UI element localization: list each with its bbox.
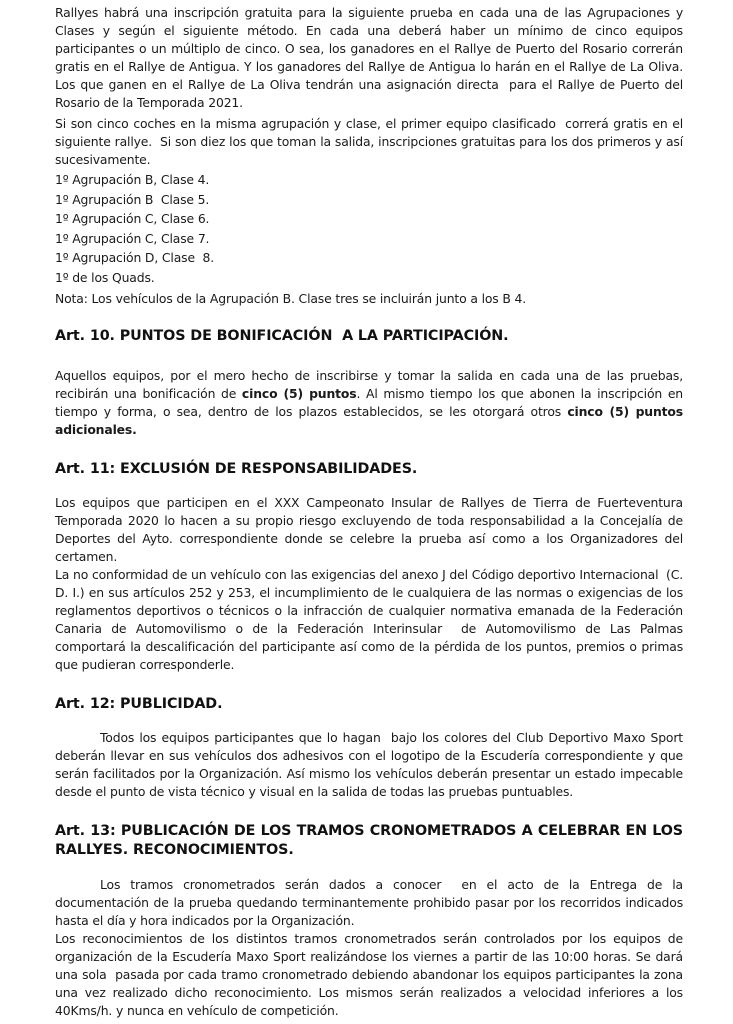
article-10-paragraph xyxy=(55,367,683,439)
article-11-heading: Art. 11: EXCLUSIÓN DE RESPONSABILIDADES. xyxy=(55,461,418,478)
article-10-text-b: . Al mismo tiempo los que abonen la inscripción en tiempo y forma, o sea, dentro de los plazos establecidos, se les otorgará otros xyxy=(55,386,683,420)
list-item: 1º Agrupación B, Clase 4. xyxy=(55,172,210,187)
article-11-paragraph-1: Los equipos que participen en el XXX Campeonato Insular de Rallyes de Tierra de Fuerteventura Temporada 2020 lo hacen a su propio riesgo excluyendo de toda responsabilidad a la Concejalía de Deportes del Ayto. correspondiente donde se celebre la prueba así como a los Organizadores del certamen. xyxy=(55,495,683,565)
article-10-heading: Art. 10. PUNTOS DE BONIFICACIÓN A LA PARTICIPACIÓN. xyxy=(55,328,509,345)
note-text: Nota: Los vehículos de la Agrupación B. Clase tres se incluirán junto a los B 4. xyxy=(55,290,527,306)
article-13-paragraph-1: Los tramos cronometrados serán dados a conocer en el acto de la Entrega de la documentación de la prueba quedando terminantemente prohibido pasar por los recorridos indicados hasta el día y hora indicados por la Organización. xyxy=(55,877,687,929)
list-item: 1º Agrupación B Clase 5. xyxy=(55,191,210,207)
document-page xyxy=(55,4,687,1020)
article-13-paragraph-2: Los reconocimientos de los distintos tramos cronometrados serán controlados por los equipos de organización de la Escudería Maxo Sport realizándose los viernes a partir de las 10:00 horas. Se dará una sola pasada por cada tramo cronometrado debiendo abandonar los equipos participantes la zona una vez realizado dicho reconocimiento. Los mismos serán realizados a velocidad inferiores a los 40Kms/h. y nunca en vehículo de competición. xyxy=(55,931,687,1019)
article-12-heading: Art. 12: PUBLICIDAD. xyxy=(55,696,223,713)
article-13-heading: Art. 13: PUBLICACIÓN DE LOS TRAMOS CRONOMETRADOS A CELEBRAR EN LOS RALLYES. RECONOCIMIENTOS. xyxy=(55,823,683,859)
list-item: 1º de los Quads. xyxy=(55,269,155,285)
article-10-text-a: Aquellos equipos, por el mero hecho de inscribirse y tomar la salida en cada una de las pruebas, recibirán una bonificación de xyxy=(55,368,683,402)
intro-paragraph-1: Rallyes habrá una inscripción gratuita para la siguiente prueba en cada una de las Agrupaciones y Clases y según el siguiente método. En cada una deberá haber un mínimo de cinco equipos participantes o un múltiplo de cinco. O sea, los ganadores en el Rallye de Puerto del Rosario correrán gratis en el Rallye de Antigua. Y los ganadores del Rallye de Antigua lo harán en el Rallye de La Oliva. Los que ganen en el Rallye de La Oliva tendrán una asignación directa para el Rallye de Puerto del Rosario de la Temporada 2021. xyxy=(55,5,687,110)
article-11-paragraph-2: La no conformidad de un vehículo con las exigencias del anexo J del Código deportivo Internacional (C. D. I.) en sus artículos 252 y 253, el incumplimiento de le cualquiera de las normas o exigencias de los reglamentos deportivos o técnicos o la infracción de cualquier normativa emanada de la Federación Canaria de Automovilismo o de la Federación Interinsular de Automovilismo de Las Palmas comportará la descalificación del participante así como de la pérdida de los puntos, premios o primas que pudieran corresponderle. xyxy=(55,567,687,673)
list-item: 1º Agrupación D, Clase 8. xyxy=(55,250,215,266)
prize-list xyxy=(55,170,683,308)
list-item: 1º Agrupación C, Clase 7. xyxy=(55,230,210,246)
intro-paragraph-2: Si son cinco coches en la misma agrupación y clase, el primer equipo clasificado correrá gratis en el siguiente rallye. Si son diez los que toman la salida, inscripciones gratuitas para los dos primeros y así sucesivamente. xyxy=(55,116,687,167)
list-item: 1º Agrupación C, Clase 6. xyxy=(55,211,210,227)
article-10-bold-a: cinco (5) puntos xyxy=(241,386,357,402)
article-12-paragraph: Todos los equipos participantes que lo hagan bajo los colores del Club Deportivo Maxo Sport deberán llevar en sus vehículos dos adhesivos con el logotipo de la Escudería correspondiente y que serán facilitados por la Organización. Así mismo los vehículos deberán presentar un estado impecable desde el punto de vista técnico y visual en la salida de todas las pruebas puntuables. xyxy=(55,730,687,800)
article-10-text-c: . xyxy=(132,422,137,438)
article-10-bold-b: cinco (5) puntos adicionales xyxy=(55,404,683,438)
